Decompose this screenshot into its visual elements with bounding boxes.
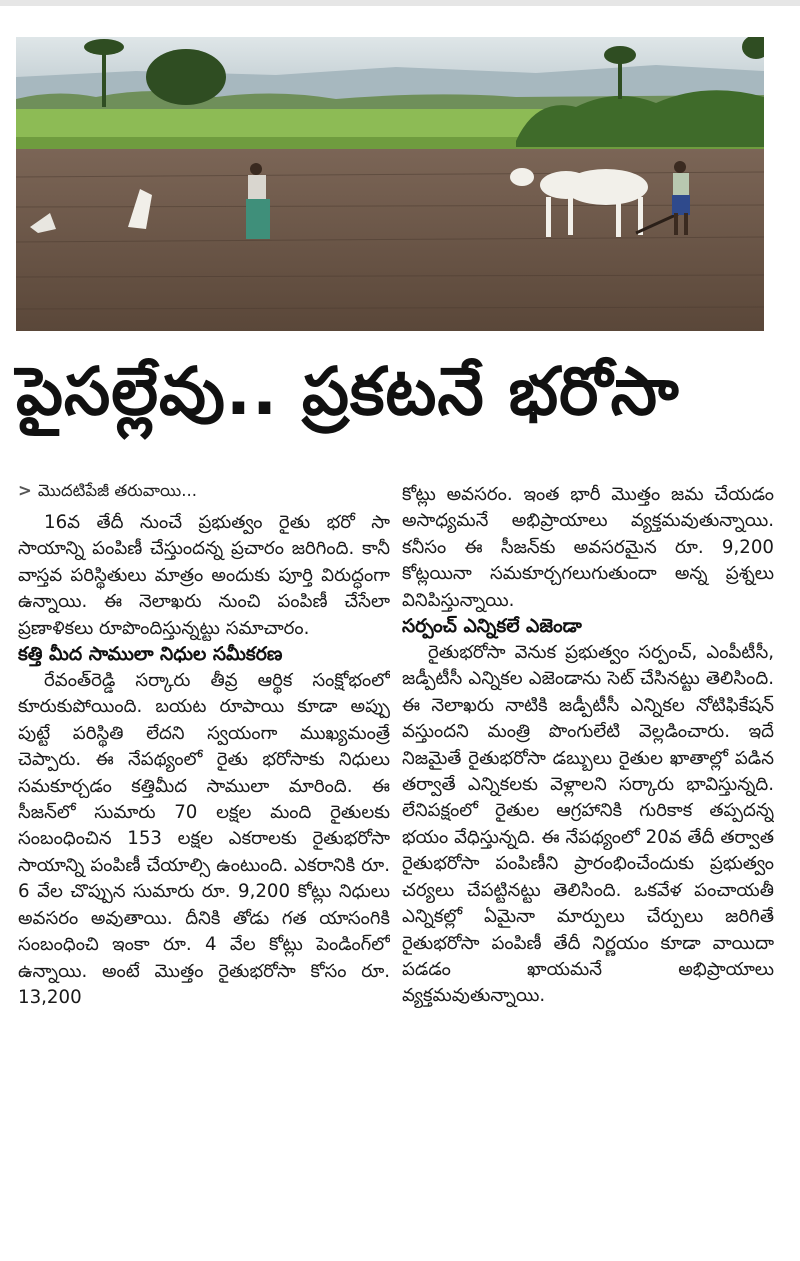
section1-heading: కత్తి మీద సాములా నిధుల సమీకరణ xyxy=(18,644,283,666)
section2-heading: సర్పంచ్ ఎన్నికలే ఎజెండా xyxy=(402,616,582,638)
chevron-right-icon: > xyxy=(18,481,32,500)
intro-paragraph: 16వ తేదీ నుంచే ప్రభుత్వం రైతు భరో సా సాయాన్ని పంపిణీ చేస్తుందన్న ప్రచారం జరిగింది. కానీ వాస్తవ పరిస్థితులు మాత్రం అందుకు పూర్తి విరుద్ధంగా ఉన్నాయి. ఈ నెలాఖరు నుంచి పంపిణీ చేసేలా ప్రణాళికలు రూపొందిస్తున్నట్టు సమాచారం. xyxy=(18,512,390,639)
section2-body: రైతుభరోసా వెనుక ప్రభుత్వం సర్పంచ్, ఎంపీటీసీ, జడ్పీటీసీ ఎన్నికల ఎజెండాను సెట్ చేసినట్టు తెలిసింది. ఈ నెలాఖరు నాటికి జడ్పీటీసీ ఎన్నికల నోటిఫికేషన్ వస్తుందని మంత్రి పొంగులేటి వెల్లడించారు. ఇదే నిజమైతే రైతుభరోసా డబ్బులు రైతుల ఖాతాల్లో పడిన తర్వాతే ఎన్నికలకు వెళ్లాలని సర్కారు భావిస్తున్నది. లేనిపక్షంలో రైతుల ఆగ్రహానికి గురికాక తప్పదన్న భయం వేధిస్తున్నది. ఈ నేపథ్యంలో 20వ తేదీ తర్వాత రైతుభరోసా పంపిణీని ప్రారంభించేందుకు ప్రభుత్వం చర్యలు చేపట్టినట్టు తెలిసింది. ఒకవేళ పంచాయతీ ఎన్నికల్లో ఏమైనా మార్పులు చేర్పులు జరిగితే రైతుభరోసా పంపిణీ తేదీ నిర్ణయం కూడా వాయిదా పడడం ఖాయమనే అభిప్రాయాలు వ్యక్తమవుతున్నాయి. xyxy=(402,642,774,1007)
continuation-line xyxy=(18,478,390,504)
continued-paragraph: కోట్లు అవసరం. ఇంత భారీ మొత్తం జమ చేయడం అసాధ్యమనే అభిప్రాయాలు వ్యక్తమవుతున్నాయి. కనీసం ఈ సీజన్‌కు అవసరమైన రూ. 9,200 కోట్లయినా సమకూర్చగలుగుతుందా అన్న ప్రశ్నలు వినిపిస్తున్నాయి. xyxy=(402,484,774,611)
continuation-text: మొదటిపేజీ తరువాయి... xyxy=(37,481,197,500)
top-rule xyxy=(0,0,800,6)
article-column-left xyxy=(18,478,390,1248)
article-photo xyxy=(16,37,764,331)
section1-body: రేవంత్‌రెడ్డి సర్కారు తీవ్ర ఆర్థిక సంక్షోభంలో కూరుకుపోయింది. బయట రూపాయి కూడా అప్పు పుట్టే పరిస్థితి లేదని స్వయంగా ముఖ్యమంత్రే చెప్పారు. ఈ నేపథ్యంలో రైతు భరోసాకు నిధులు సమకూర్చడం కత్తిమీద సాములా మారింది. ఈ సీజన్‌లో సుమారు 70 లక్షల మంది రైతులకు సంబంధించిన 153 లక్షల ఎకరాలకు రైతుభరోసా సాయాన్ని పంపిణీ చేయాల్సి ఉంటుంది. ఎకరానికి రూ. 6 వేల చొప్పున సుమారు రూ. 9,200 కోట్లు నిధులు అవసరం అవుతాయి. దీనికి తోడు గత యాసంగికి సంబంధించి ఇంకా రూ. 4 వేల కోట్లు పెండింగ్‌లో ఉన్నాయి. అంటే మొత్తం రైతుభరోసా కోసం రూ. 13,200 xyxy=(18,670,390,1008)
headline: పైసల్లేవు.. ప్రకటనే భరోసా xyxy=(16,353,680,430)
farm-scene-illustration xyxy=(16,37,764,331)
article-column-right xyxy=(402,482,774,1252)
